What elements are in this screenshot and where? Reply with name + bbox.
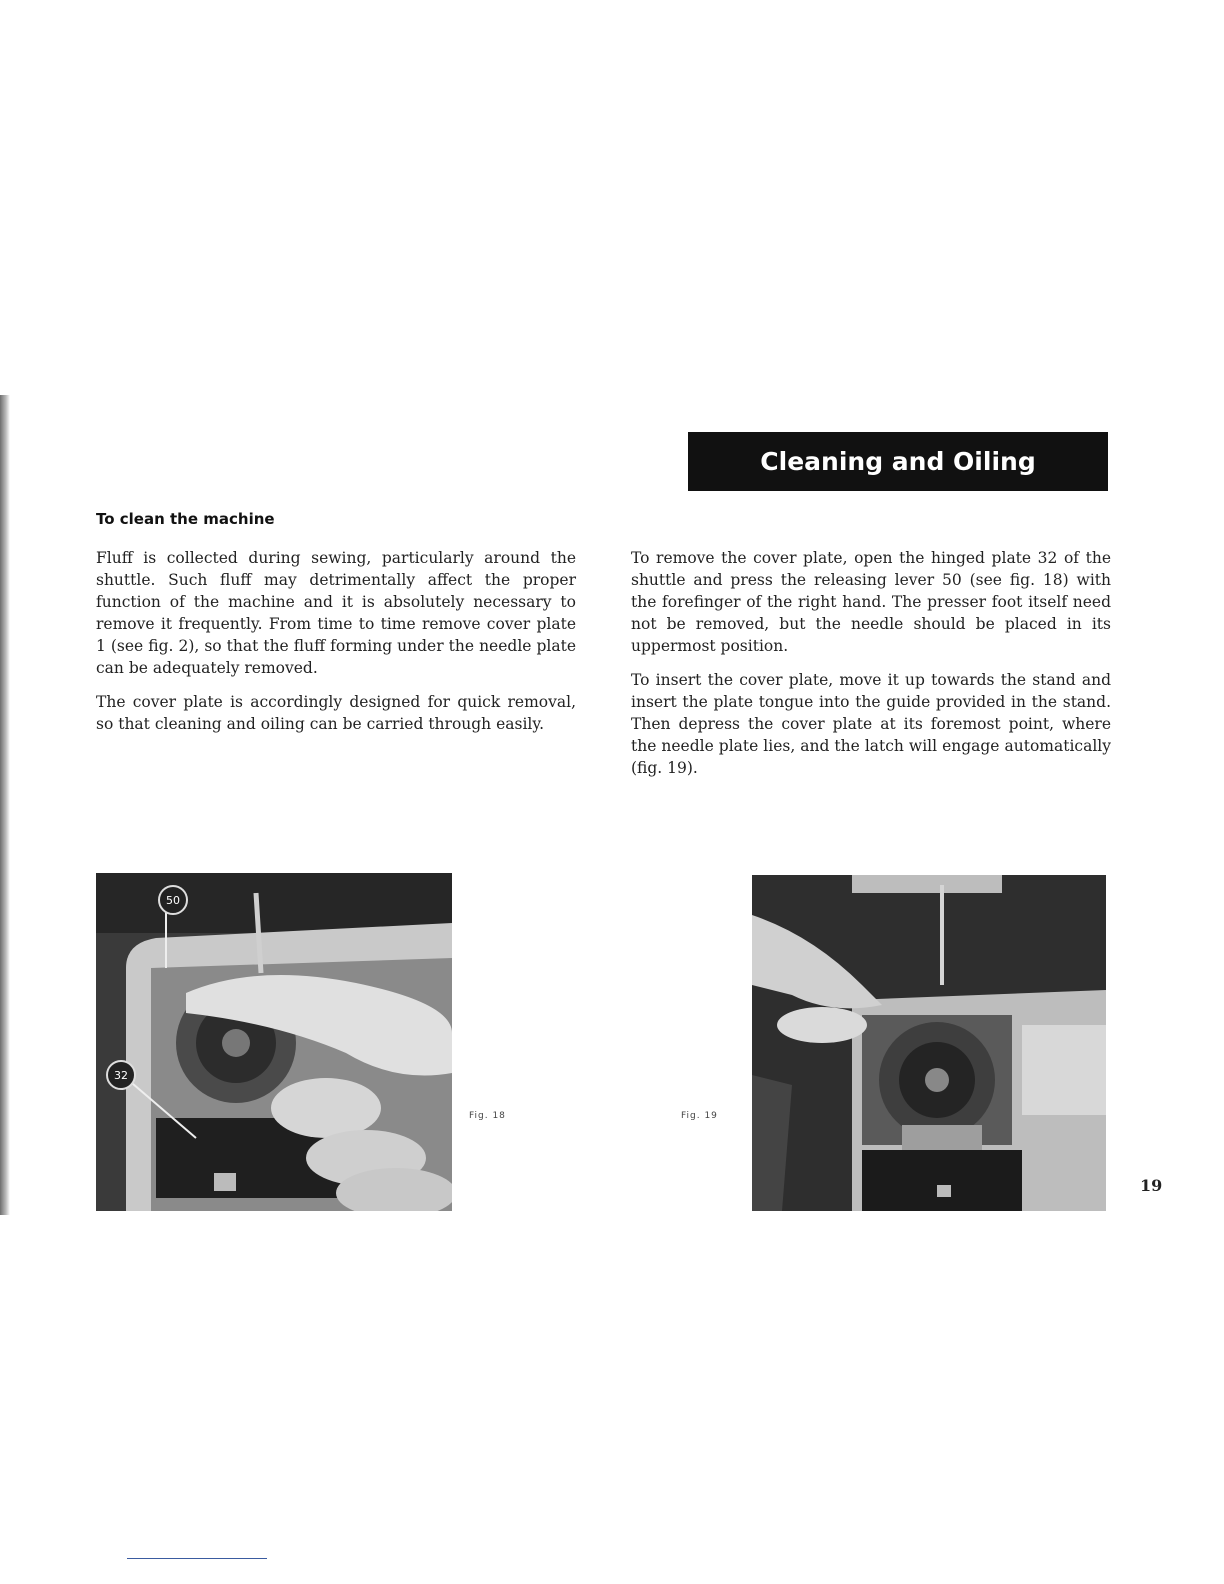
figure-19-caption: Fig. 19 [681, 1111, 718, 1121]
right-paragraph-2: To insert the cover plate, move it up towards the stand and insert the plate tongue into the guide provided in the stand. Then depress the cover plate at its foremost point, where the needle plate lies, and the latch will engage automatically (fig. 19). [631, 671, 1111, 777]
left-column [96, 547, 576, 747]
left-paragraph-2: The cover plate is accordingly designed for quick removal, so that cleaning and oiling can be carried through easily. [96, 693, 576, 733]
callout-32 [106, 1060, 136, 1090]
book-spine-shadow [0, 395, 10, 1215]
figure-19-photo [752, 875, 1106, 1211]
left-paragraph-1: Fluff is collected during sewing, particularly around the shuttle. Such fluff may detrimentally affect the proper function of the machine and it is absolutely necessary to remove it frequently. From time to time remove cover plate 1 (see fig. 2), so that the fluff forming under the needle plate can be adequately removed. [96, 549, 576, 677]
figure-18-photo [96, 873, 452, 1211]
bottom-rule [127, 1558, 267, 1559]
callout-50 [158, 885, 188, 915]
callout-50-label: 50 [166, 893, 180, 907]
figure-18-caption: Fig. 18 [469, 1111, 506, 1121]
callout-32-label: 32 [114, 1068, 128, 1082]
right-column [631, 547, 1111, 791]
section-title-banner [688, 432, 1108, 491]
left-heading: To clean the machine [96, 510, 275, 528]
page-number: 19 [1140, 1176, 1163, 1195]
right-paragraph-1: To remove the cover plate, open the hinged plate 32 of the shuttle and press the releasing lever 50 (see fig. 18) with the forefinger of the right hand. The presser foot itself need not be removed, but the needle should be placed in its uppermost position. [631, 549, 1111, 655]
section-title: Cleaning and Oiling [760, 447, 1036, 476]
